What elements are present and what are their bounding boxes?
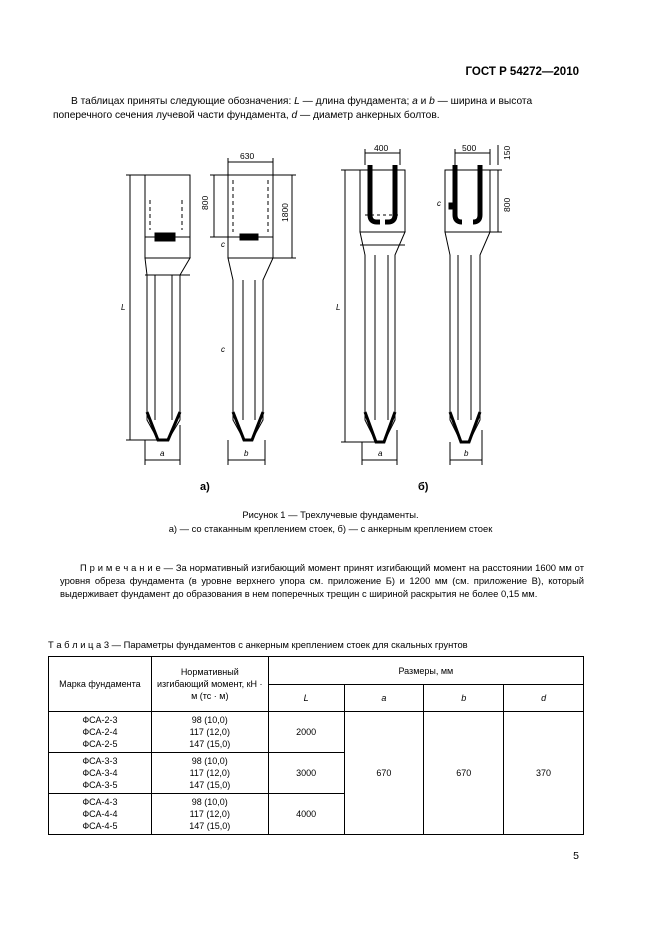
label-a-1: a <box>160 449 165 458</box>
d-cell: 370 <box>504 712 584 835</box>
intro-paragraph: В таблицах приняты следующие обозначения: L — длина фундамента; a и b — ширина и высота поперечного сечения лучевой части фундамента, d — диаметр анкерных болтов. <box>53 96 533 121</box>
label-c-3: c <box>437 199 441 208</box>
label-c-2: c <box>221 345 225 354</box>
marks-cell: ФСА-4-3 ФСА-4-4 ФСА-4-5 <box>49 794 152 835</box>
panel-a-label: а) <box>200 481 210 493</box>
L-cell: 4000 <box>268 794 344 835</box>
b-cell: 670 <box>424 712 504 835</box>
panel-b-label: б) <box>418 481 429 493</box>
dim-400: 400 <box>374 143 389 153</box>
figure-caption-line1: Рисунок 1 — Трехлучевые фундаменты. <box>242 509 419 520</box>
label-a-2: a <box>378 449 383 458</box>
note-label: П р и м е ч а н и е <box>80 562 161 573</box>
header-a: a <box>344 685 424 712</box>
header-b: b <box>424 685 504 712</box>
header-d: d <box>504 685 584 712</box>
dim-800-a: 800 <box>200 195 210 210</box>
foundation-b-side <box>445 145 502 465</box>
marks-cell: ФСА-3-3 ФСА-3-4 ФСА-3-5 <box>49 753 152 794</box>
page-number: 5 <box>573 850 579 862</box>
foundation-a-front <box>126 175 190 465</box>
header-mark: Марка фундамента <box>49 657 152 712</box>
foundation-b-front <box>341 149 405 465</box>
table-caption: Т а б л и ц а 3 — Параметры фундаментов с анкерным креплением стоек для скальных грунтов <box>48 639 468 650</box>
label-b-2: b <box>464 449 469 458</box>
table-row <box>49 712 584 753</box>
dim-500: 500 <box>462 143 477 153</box>
moments-cell: 98 (10,0) 117 (12,0) 147 (15,0) <box>151 794 268 835</box>
dim-630: 630 <box>240 151 255 161</box>
figure-caption-line2: а) — со стаканным креплением стоек, б) — с анкерным креплением стоек <box>168 523 493 534</box>
note-text: — За нормативный изгибающий момент принят изгибающий момент на расстоянии 1600 мм от уровня обреза фундамента (в уровне верхнего упора см. приложение Б) и 1200 мм (см. приложение В), который выдерживает фундамент до образования в нем поперечных трещин с шириной раскрытия не более 0,15 мм. <box>60 562 584 599</box>
note-paragraph <box>60 561 584 600</box>
moments-cell: 98 (10,0) 117 (12,0) 147 (15,0) <box>151 753 268 794</box>
header-L: L <box>268 685 344 712</box>
header-sizes: Размеры, мм <box>268 657 583 685</box>
moments-cell: 98 (10,0) 117 (12,0) 147 (15,0) <box>151 712 268 753</box>
L-cell: 3000 <box>268 753 344 794</box>
document-code: ГОСТ Р 54272—2010 <box>465 66 579 78</box>
label-L-b: L <box>336 303 341 312</box>
label-c-1: c <box>221 240 225 249</box>
marks-cell: ФСА-2-3 ФСА-2-4 ФСА-2-5 <box>49 712 152 753</box>
header-moment: Нормативный изгибающий момент, кН · м (тс · м) <box>151 657 268 712</box>
L-cell: 2000 <box>268 712 344 753</box>
label-b-1: b <box>244 449 249 458</box>
dim-1800: 1800 <box>280 203 290 222</box>
dim-800-b: 800 <box>502 197 512 212</box>
a-cell: 670 <box>344 712 424 835</box>
foundation-parameters-table <box>48 656 584 835</box>
dim-150: 150 <box>502 145 512 160</box>
label-L-a: L <box>121 303 126 312</box>
